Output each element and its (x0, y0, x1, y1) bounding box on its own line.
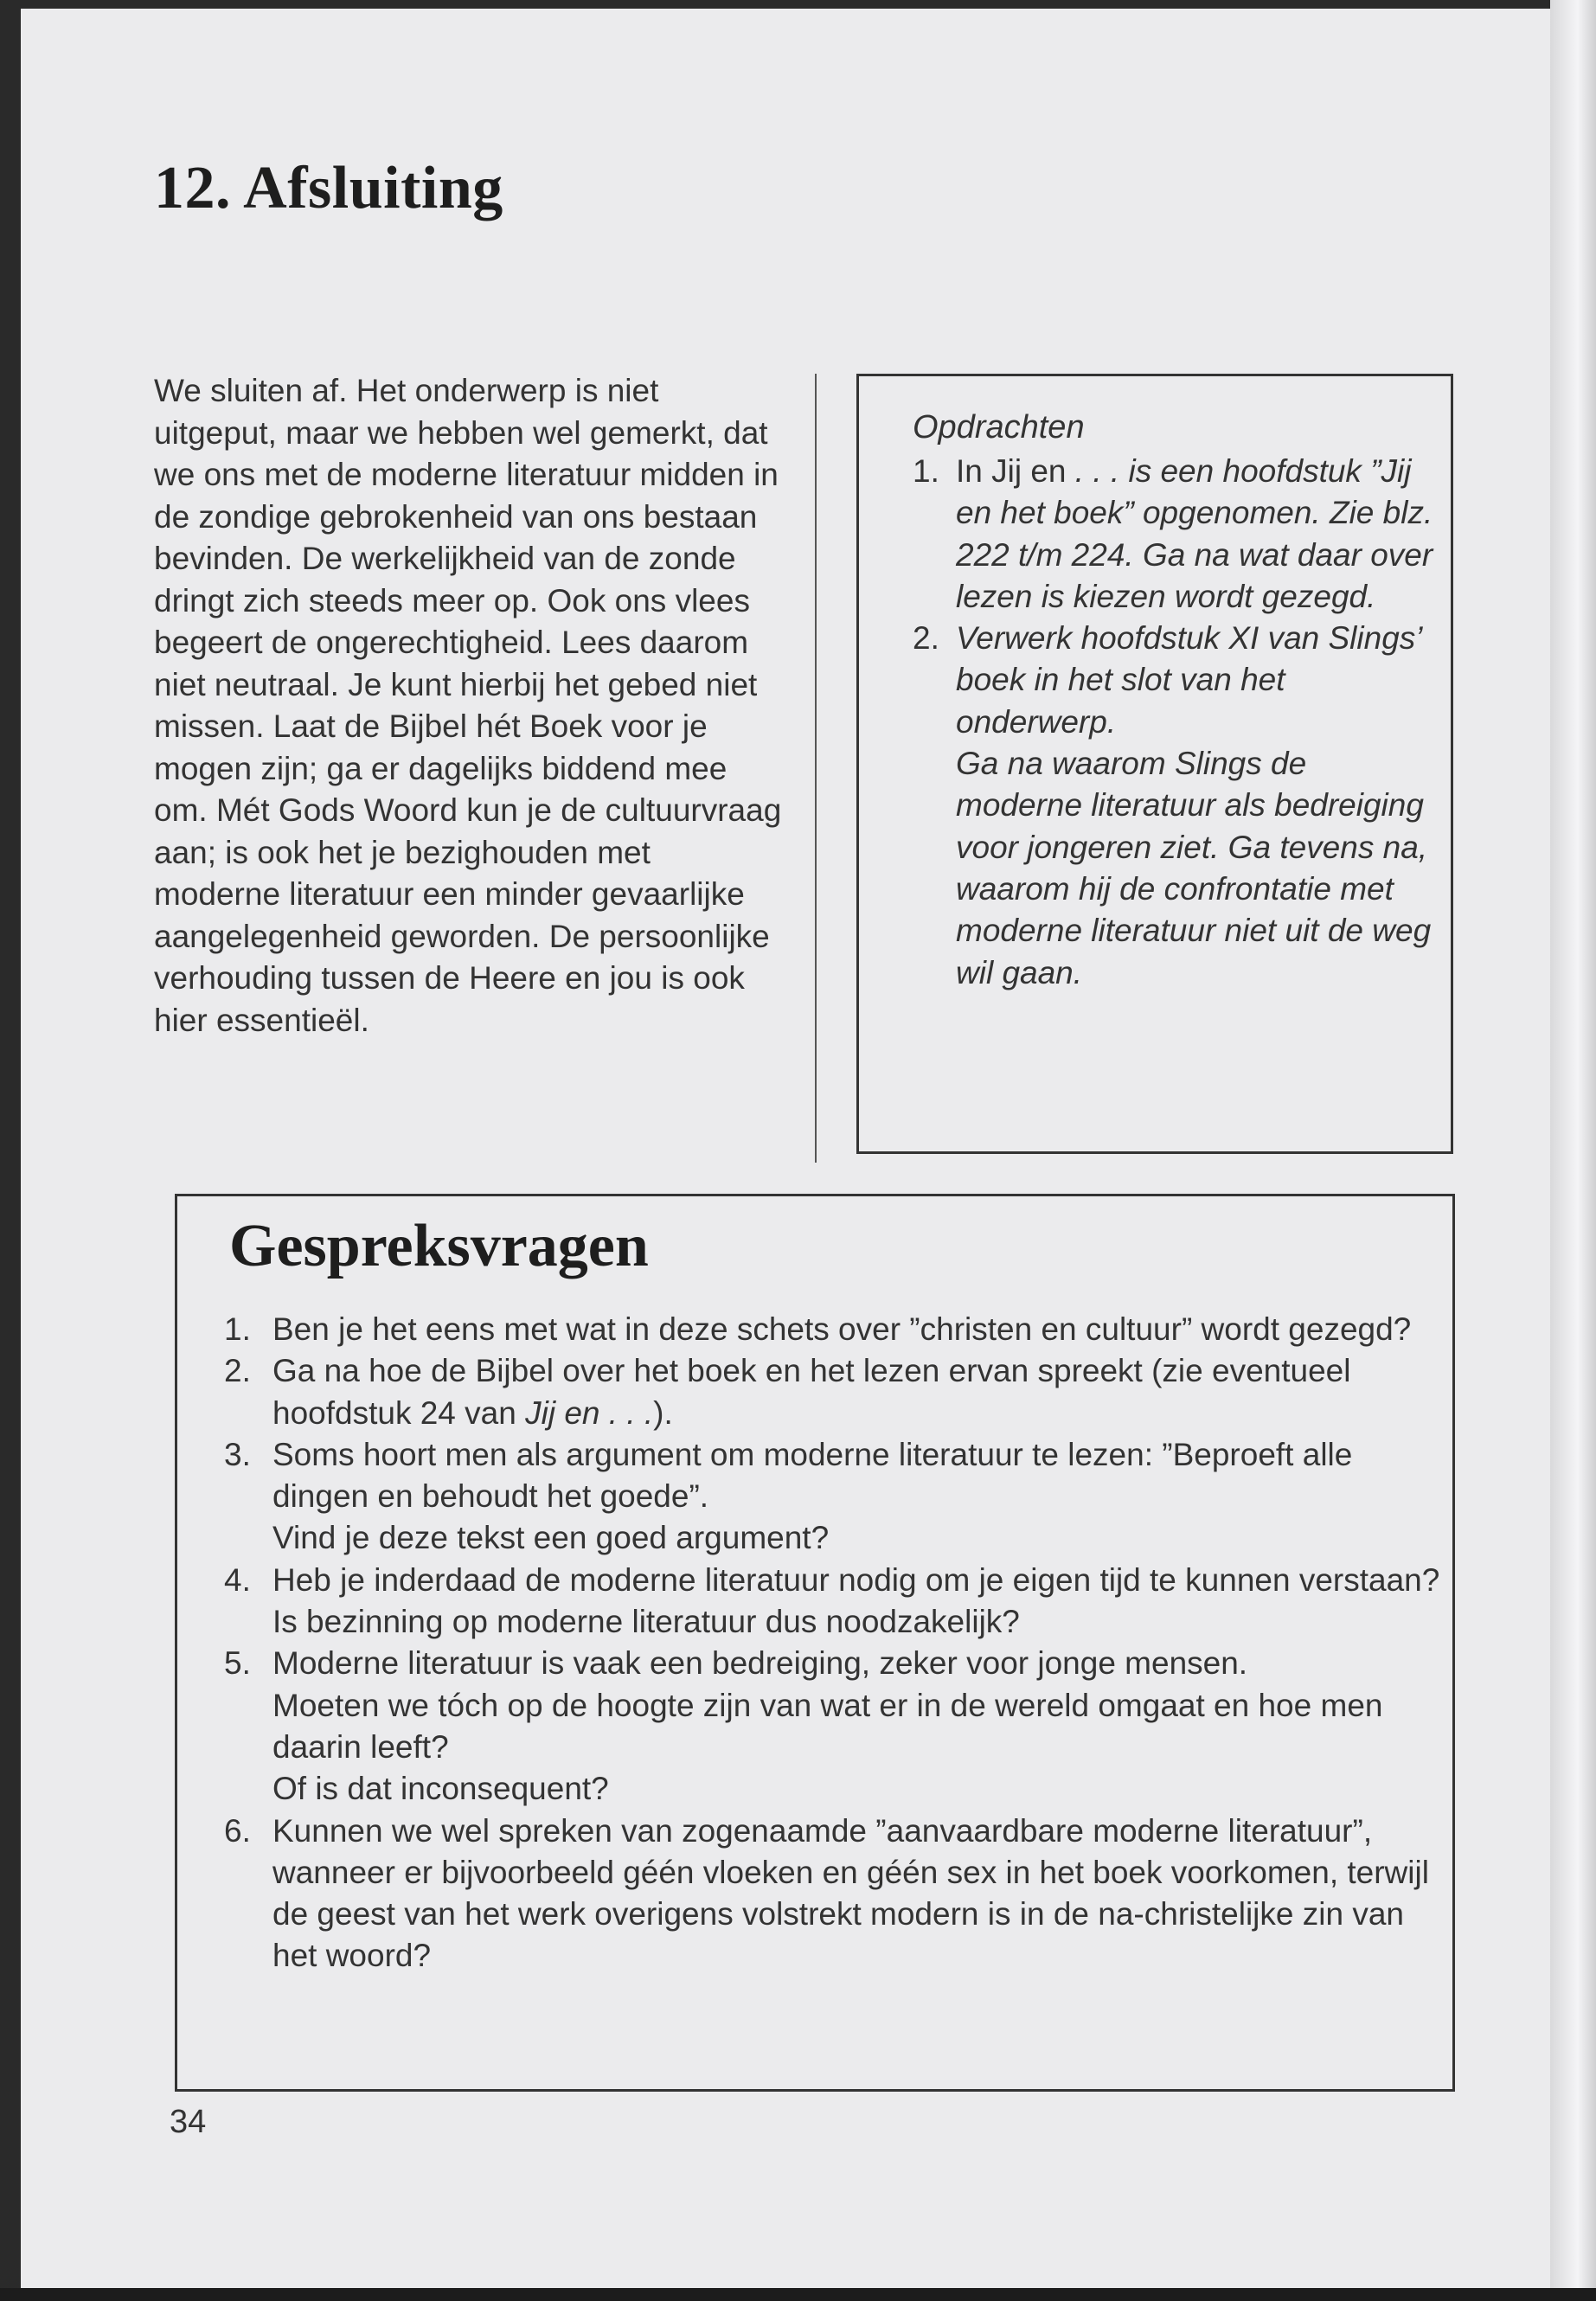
question-item (212, 1560, 1440, 1644)
question-item (212, 1350, 1440, 1434)
question-item (212, 1811, 1440, 1977)
question-number: 1. (224, 1311, 251, 1347)
opdracht-text-continued: Ga na waarom Slings de moderne literatuur als bedreiging voor jongeren ziet. Ga tevens na, waarom hij de confrontatie met moderne literatuur niet uit de weg wil gaan. (956, 746, 1432, 990)
section-title: 12. Afsluiting (154, 155, 503, 221)
opdracht-lead: In Jij en (956, 453, 1067, 489)
question-number: 2. (224, 1353, 251, 1389)
question-item (212, 1309, 1440, 1350)
opdracht-number: 1. (913, 453, 939, 489)
question-number: 3. (224, 1436, 251, 1472)
opdrachten-list (913, 451, 1440, 994)
question-text: Of is dat inconsequent? (272, 1771, 609, 1807)
column-divider (815, 374, 817, 1163)
question-book-title: Jij en . . . (525, 1394, 654, 1431)
question-number: 4. (224, 1561, 251, 1598)
question-item (212, 1643, 1440, 1810)
intro-paragraph: We sluiten af. Het onderwerp is niet uitgeput, maar we hebben wel gemerkt, dat we ons met de moderne literatuur midden in de zondige gebrokenheid van ons bestaan bevinden. De werkelijkheid van de zonde dringt zich steeds meer op. Ook ons vlees begeert de ongerechtigheid. Lees daarom niet neutraal. Je kunt hierbij het gebed niet missen. Laat de Bijbel hét Boek voor je mogen zijn; ga er dagelijks biddend mee om. Mét Gods Woord kun je de cultuurvraag aan; is ook het je bezighouden met moderne literatuur een minder gevaarlijke aangelegenheid geworden. De persoonlijke verhouding tussen de Heere en jou is ook hier essentieël. (154, 373, 782, 1038)
page-bottom-edge (0, 2288, 1596, 2301)
opdrachten-heading: Opdrachten (913, 409, 1085, 445)
question-text: Ga na hoe de Bijbel over het boek en het lezen ervan spreekt (zie eventueel hoofdstuk 24 van (272, 1353, 1351, 1431)
question-text: Kunnen we wel spreken van zogenaamde ”aanvaardbare moderne literatuur”, wanneer er bijvoorbeeld géén vloeken en géén sex in het boek voorkomen, terwijl de geest van het werk overigens volstrekt modern is in de na-christelijke zin van het woord? (272, 1812, 1429, 1974)
question-number: 6. (224, 1812, 251, 1849)
question-text: Soms hoort men als argument om moderne literatuur te lezen: ”Beproeft alle dingen en behoudt het goede”. (272, 1436, 1353, 1515)
question-text: Moeten we tóch op de hoogte zijn van wat er in de wereld omgaat en hoe men daarin leeft? (272, 1687, 1383, 1765)
opdracht-text: Verwerk hoofdstuk XI van Slings’ boek in het slot van het onderwerp. (956, 620, 1421, 740)
question-text: Heb je inderdaad de moderne literatuur nodig om je eigen tijd te kunnen verstaan? (272, 1561, 1440, 1598)
question-text: Is bezinning op moderne literatuur dus noodzakelijk? (272, 1604, 1020, 1640)
opdrachten-box (856, 374, 1453, 1154)
question-text-end: ). (653, 1394, 673, 1431)
question-number: 5. (224, 1645, 251, 1682)
opdracht-text: . . . is een hoofdstuk ”Jij en het boek” opgenomen. Zie blz. 222 t/m 224. Ga na wat daar over lezen is kiezen wordt gezegd. (956, 453, 1433, 614)
gespreksvragen-box (175, 1194, 1455, 2092)
question-text: Moderne literatuur is vaak een bedreiging, zeker voor jonge mensen. (272, 1645, 1248, 1682)
opdracht-item (913, 618, 1440, 994)
question-text: Vind je deze tekst een goed argument? (272, 1520, 830, 1556)
opdracht-item (913, 451, 1440, 618)
question-text: Ben je het eens met wat in deze schets over ”christen en cultuur” wordt gezegd? (272, 1311, 1412, 1347)
question-item (212, 1434, 1440, 1560)
gespreksvragen-list (212, 1309, 1440, 1977)
page-number: 34 (170, 2104, 207, 2140)
page-edge (1550, 0, 1596, 2301)
gespreksvragen-title: Gespreksvragen (229, 1213, 649, 1279)
opdracht-number: 2. (913, 620, 939, 657)
